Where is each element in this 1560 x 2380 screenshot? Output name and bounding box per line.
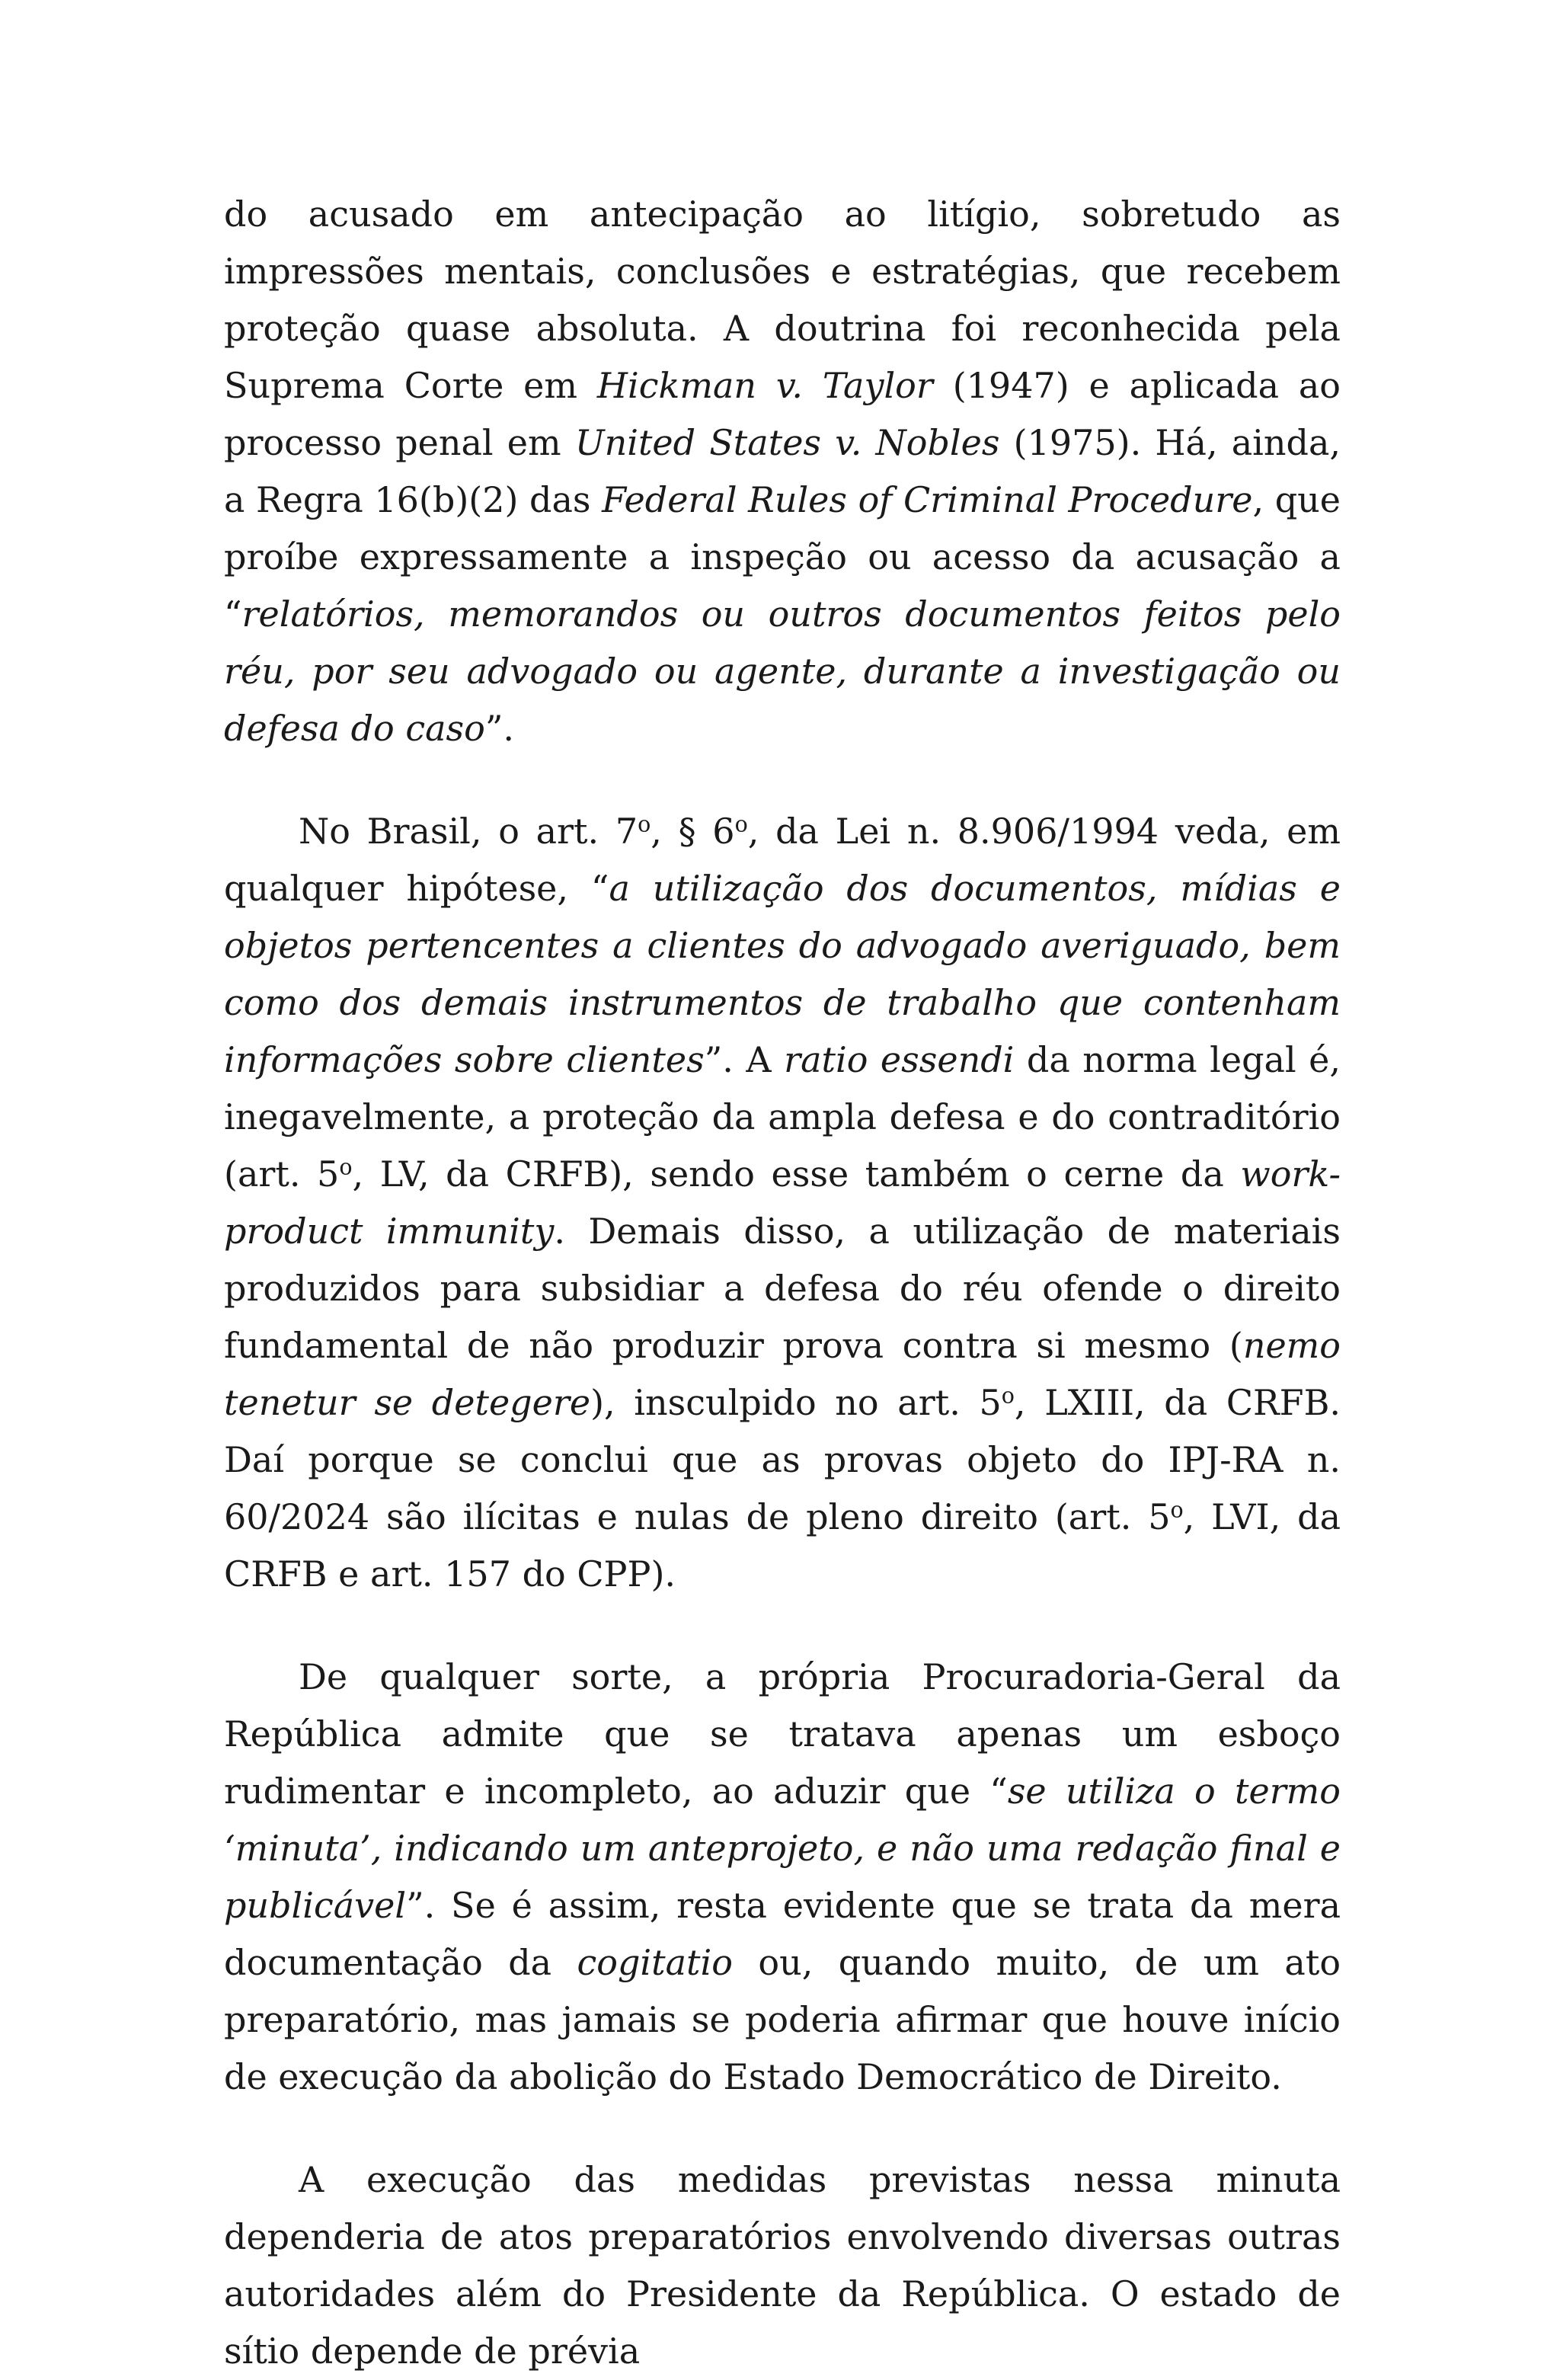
italic-text-run: work-product immunity — [224, 1153, 1341, 1252]
ordinal-indicator: o — [339, 1154, 353, 1180]
text-run: A execução das medidas previstas nessa minuta dependeria de atos preparatórios envolvendo diversas outras autoridades além do Presidente da República. O estado de sítio depende de prévia — [224, 2159, 1341, 2372]
text-run: , § 6 — [651, 811, 735, 852]
italic-text-run: United States v. Nobles — [574, 422, 1000, 463]
text-run: (1975). Há, ainda, a Regra 16(b)(2) das — [224, 422, 1341, 520]
text-run: , LXIII, da CRFB. Daí porque se conclui que as provas objeto do IPJ-RA n. 60/2024 são ilícitas e nulas de pleno direito (art. 5 — [224, 1382, 1341, 1537]
text-run: No Brasil, o art. 7 — [299, 811, 638, 852]
paragraph — [224, 186, 1341, 757]
document-body — [224, 186, 1341, 2380]
italic-text-run: Hickman v. Taylor — [596, 365, 933, 406]
text-run: , LVI, da CRFB e art. 157 do CPP). — [224, 1496, 1341, 1595]
paragraph — [224, 803, 1341, 1603]
ordinal-indicator: o — [734, 811, 748, 837]
text-run: do acusado em antecipação ao litígio, sobretudo as impressões mentais, conclusões e estratégias, que recebem proteção quase absoluta. A doutrina foi reconhecida pela Suprema Corte em — [224, 194, 1341, 406]
italic-text-run: ratio essendi — [784, 1039, 1015, 1080]
text-run: ”. A — [704, 1039, 785, 1080]
paragraph — [224, 2151, 1341, 2380]
text-run: (1947) e aplicada ao processo penal em — [224, 365, 1341, 463]
text-run: . Demais disso, a utilização de materiais produzidos para subsidiar a defesa do réu ofende o direito fundamental de não produzir prova contra si mesmo ( — [224, 1211, 1341, 1366]
text-run: ”. Se é assim, resta evidente que se trata da mera documentação da — [224, 1885, 1341, 1983]
text-run: ), insculpido no art. 5 — [590, 1382, 1002, 1423]
paragraph — [224, 1649, 1341, 2106]
text-run: , LV, da CRFB), sendo esse também o cerne da — [352, 1153, 1241, 1195]
italic-text-run: Federal Rules of Criminal Procedure — [602, 479, 1253, 520]
italic-text-run: cogitatio — [577, 1942, 733, 1983]
text-run: ou, quando muito, de um ato preparatório, mas jamais se poderia afirmar que houve início de execução da abolição do Estado Democrático de Direito. — [224, 1942, 1341, 2097]
text-run: De qualquer sorte, a própria Procuradoria-Geral da República admite que se tratava apenas um esboço rudimentar e incompleto, ao aduzir que “ — [224, 1656, 1341, 1812]
italic-text-run: a utilização dos documentos, mídias e objetos pertencentes a clientes do advogado averiguado, bem como dos demais instrumentos de trabalho que contenham informações sobre clientes — [224, 868, 1341, 1080]
text-run: , que proíbe expressamente a inspeção ou acesso da acusação a “ — [224, 479, 1341, 635]
italic-text-run: relatórios, memorandos ou outros documentos feitos pelo réu, por seu advogado ou agente, durante a investigação ou defesa do caso — [224, 593, 1341, 749]
italic-text-run: nemo tenetur se detegere — [224, 1325, 1341, 1423]
text-run: ”. — [484, 708, 514, 749]
text-run: , da Lei n. 8.906/1994 veda, em qualquer hipótese, “ — [224, 811, 1341, 909]
ordinal-indicator: o — [1001, 1383, 1015, 1409]
ordinal-indicator: o — [638, 811, 651, 837]
italic-text-run: se utiliza o termo ‘minuta’, indicando um anteprojeto, e não uma redação final e publicável — [224, 1771, 1341, 1926]
ordinal-indicator: o — [1170, 1497, 1184, 1523]
text-run: da norma legal é, inegavelmente, a proteção da ampla defesa e do contraditório (art. 5 — [224, 1039, 1341, 1195]
